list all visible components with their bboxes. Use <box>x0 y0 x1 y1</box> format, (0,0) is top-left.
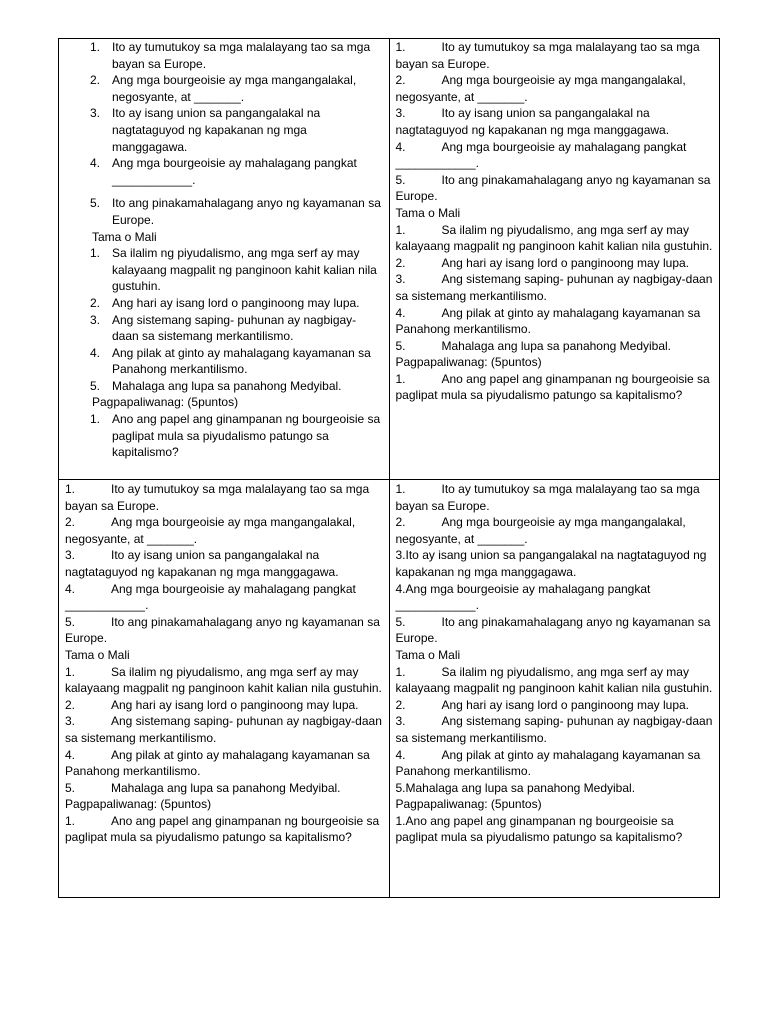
list-item: 2. Ang hari ay isang lord o panginoong may lupa. <box>395 697 689 712</box>
list-item: 5.Mahalaga ang lupa sa panahong Medyibal. <box>395 780 636 795</box>
list-item: 1. Ano ang papel ang ginampanan ng bourgeoisie sa paglipat mula sa piyudalismo patungo sa kapitalismo? <box>395 371 710 403</box>
list-item: 5. Ito ang pinakamahalagang anyo ng kayamanan sa Europe. <box>90 196 381 227</box>
list-item: 1. Ito ay tumutukoy sa mga malalayang tao sa mga bayan sa Europe. <box>395 482 700 513</box>
cell-bottom-left <box>59 480 390 898</box>
list-item: 1. Ito ay tumutukoy sa mga malalayang tao sa mga bayan sa Europe. <box>65 482 370 513</box>
list-item: 1. Sa ilalim ng piyudalismo, ang mga serf ay may kalayaang magpalit ng panginoon kahit kalian nila gustuhin. <box>395 664 713 696</box>
section-heading: Tama o Mali <box>92 229 157 244</box>
list-item: 3. Ang sistemang saping- puhunan ay nagbigay-daan sa sistemang merkantilismo. <box>65 714 382 745</box>
list-item: 2. Ang hari ay isang lord o panginoong may lupa. <box>90 295 360 310</box>
list-item: 2. Ang mga bourgeoisie ay mga mangangalakal, negosyante, at _______. <box>90 73 357 104</box>
list-item: 2. Ang mga bourgeoisie ay mga mangangalakal, negosyante, at _______. <box>395 73 686 104</box>
list-item: 5. Ito ang pinakamahalagang anyo ng kayamanan sa Europe. <box>65 614 380 646</box>
list-item: 1. Sa ilalim ng piyudalismo, ang mga serf ay may kalayaang magpalit ng panginoon kahit kalian nila gustuhin. <box>395 222 713 254</box>
list-item: 1.Ano ang papel ang ginampanan ng bourgeoisie sa paglipat mula sa piyudalismo patungo sa kapitalismo? <box>395 813 683 845</box>
list-item: 3.Ito ay isang union sa pangangalakal na nagtataguyod ng kapakanan ng mga manggagawa. <box>395 548 707 579</box>
list-item: 4. Ang pilak at ginto ay mahalagang kayamanan sa Panahong merkantilismo. <box>395 747 701 779</box>
list-item: 5. Ito ang pinakamahalagang anyo ng kayamanan sa Europe. <box>395 172 711 204</box>
list-item: 4. Ang pilak at ginto ay mahalagang kayamanan sa Panahong merkantilismo. <box>90 345 371 377</box>
list-item: 2. Ang hari ay isang lord o panginoong may lupa. <box>395 255 689 270</box>
section-heading: Tama o Mali <box>395 647 461 662</box>
section-heading: Tama o Mali <box>395 205 461 220</box>
cell-top-right <box>389 39 720 480</box>
list-item: 4. Ang mga bourgeoisie ay mahalagang pangkat ____________. <box>90 156 357 187</box>
list-item: 4. Ang mga bourgeoisie ay mahalagang pangkat ____________. <box>65 581 356 613</box>
list-item: 4.Ang mga bourgeoisie ay mahalagang pangkat ____________. <box>395 581 651 613</box>
list-item: 3. Ang sistemang saping- puhunan ay nagbigay-daan sa sistemang merkantilismo. <box>395 272 713 303</box>
section-heading: Pagpapaliwanag: (5puntos) <box>395 355 542 370</box>
list-item: 4. Ang pilak at ginto ay mahalagang kayamanan sa Panahong merkantilismo. <box>65 747 370 779</box>
cell-top-left <box>59 39 390 480</box>
list-item: 3. Ang sistemang saping- puhunan ay nagbigay-daan sa sistemang merkantilismo. <box>395 714 713 745</box>
list-item: 2. Ang mga bourgeoisie ay mga mangangalakal, negosyante, at _______. <box>395 515 686 546</box>
section-heading: Pagpapaliwanag: (5puntos) <box>92 395 239 410</box>
list-item: 1. Ano ang papel ang ginampanan ng bourgeoisie sa paglipat mula sa piyudalismo patungo sa kapitalismo? <box>90 412 381 460</box>
section-heading: Tama o Mali <box>65 647 130 662</box>
list-item: 1. Sa ilalim ng piyudalismo, ang mga serf ay may kalayaang magpalit ng panginoon kahit kalian nila gustuhin. <box>90 246 377 294</box>
section-heading: Pagpapaliwanag: (5puntos) <box>395 797 542 812</box>
worksheet-table <box>58 38 720 898</box>
list-item: 3. Ito ay isang union sa pangangalakal na nagtataguyod ng kapakanan ng mga manggagawa. <box>395 106 670 137</box>
list-item: 4. Ang mga bourgeoisie ay mahalagang pangkat ____________. <box>395 139 687 171</box>
list-item: 2. Ang hari ay isang lord o panginoong may lupa. <box>65 697 359 712</box>
section-heading: Pagpapaliwanag: (5puntos) <box>65 797 212 812</box>
list-item: 1. Ito ay tumutukoy sa mga malalayang tao sa mga bayan sa Europe. <box>395 40 700 71</box>
list-item: 1. Ano ang papel ang ginampanan ng bourgeoisie sa paglipat mula sa piyudalismo patungo sa kapitalismo? <box>65 813 380 845</box>
list-item: 1. Sa ilalim ng piyudalismo, ang mga serf ay may kalayaang magpalit ng panginoon kahit kalian nila gustuhin. <box>65 664 382 696</box>
list-item: 3. Ang sistemang saping- puhunan ay nagbigay-daan sa sistemang merkantilismo. <box>90 312 357 344</box>
list-item: 5. Ito ang pinakamahalagang anyo ng kayamanan sa Europe. <box>395 614 711 646</box>
cell-bottom-right <box>389 480 720 898</box>
list-item: 2. Ang mga bourgeoisie ay mga mangangalakal, negosyante, at _______. <box>65 515 356 546</box>
list-item: 3. Ito ay isang union sa pangangalakal na nagtataguyod ng kapakanan ng mga manggagawa. <box>65 548 339 579</box>
list-item: 1. Ito ay tumutukoy sa mga malalayang tao sa mga bayan sa Europe. <box>90 40 371 71</box>
list-item: 5. Mahalaga ang lupa sa panahong Medyibal. <box>395 338 672 353</box>
list-item: 5. Mahalaga ang lupa sa panahong Medyibal. <box>65 780 341 795</box>
list-item: 4. Ang pilak at ginto ay mahalagang kayamanan sa Panahong merkantilismo. <box>395 305 701 337</box>
list-item: 5. Mahalaga ang lupa sa panahong Medyibal. <box>90 378 342 393</box>
list-item: 3. Ito ay isang union sa pangangalakal na nagtataguyod ng kapakanan ng mga manggagawa. <box>90 106 321 154</box>
